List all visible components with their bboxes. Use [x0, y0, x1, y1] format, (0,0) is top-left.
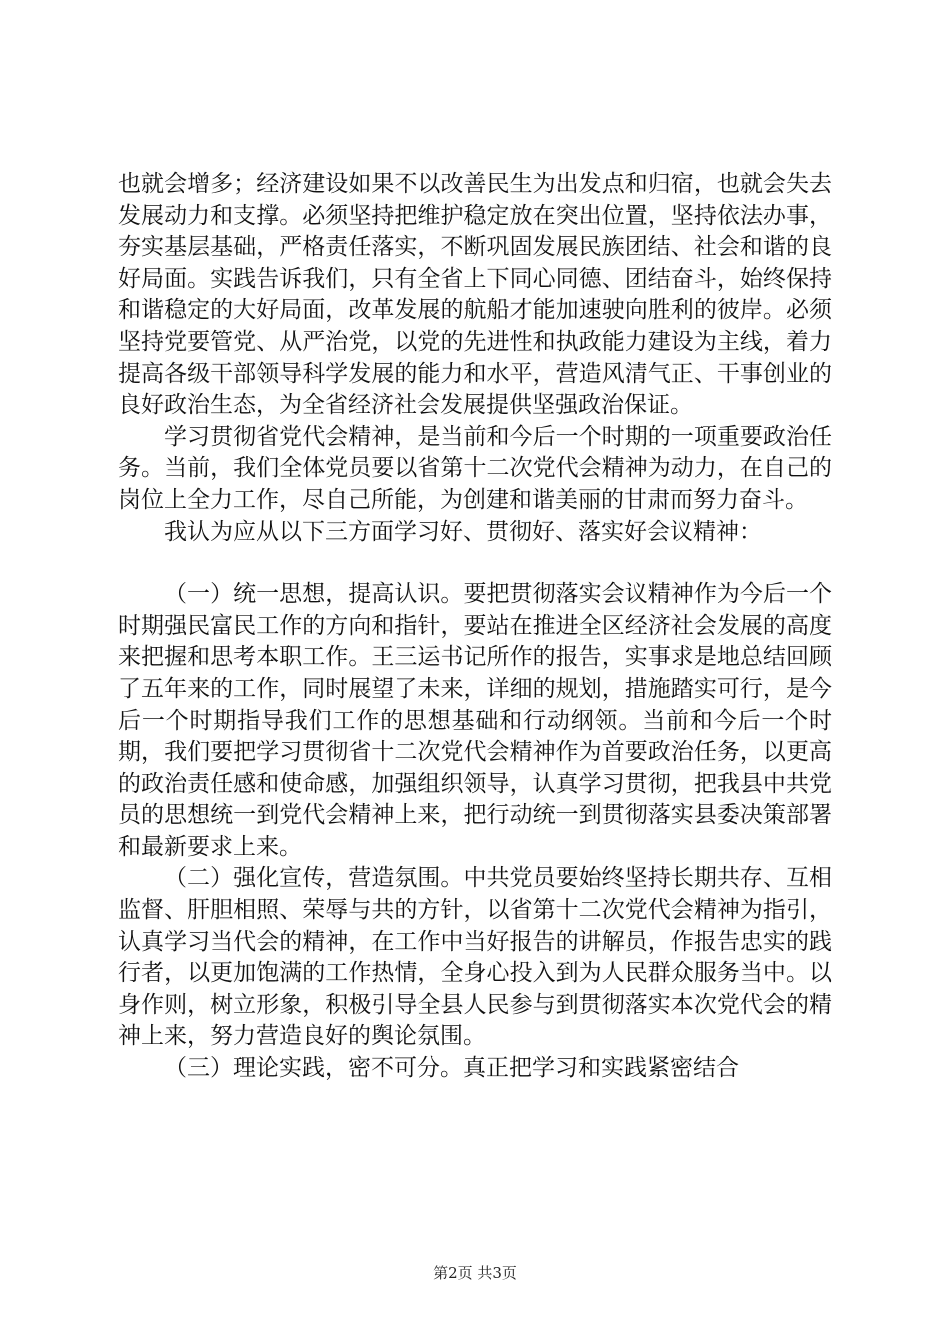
- paragraph-three-aspects-intro: 我认为应从以下三方面学习好、贯彻好、落实好会议精神：: [164, 518, 762, 545]
- paragraph-point-three: （三）理论实践，密不可分。真正把学习和实践紧密结合: [164, 1055, 739, 1082]
- page-number-footer: 第2页 共3页: [433, 1264, 517, 1282]
- paragraph-study-spirit: 学习贯彻省党代会精神，是当前和今后一个时期的一项重要政治任务。当前，我们全体党员要以省第十二次党代会精神为动力，在自己的岗位上全力工作，尽自己所能，为创建和谐美丽的甘肃而努力奋斗。: [118, 423, 832, 513]
- document-body: [118, 169, 832, 1085]
- paragraph-point-two: （二）强化宣传，营造氛围。中共党员要始终坚持长期共存、互相监督、肝胆相照、荣辱与共的方针，以省第十二次党代会精神为指引，认真学习当代会的精神，在工作中当好报告的讲解员，作报告忠实的践行者，以更加饱满的工作热情，全身心投入到为人民群众服务当中。以身作则，树立形象，积极引导全县人民参与到贯彻落实本次党代会的精神上来，努力营造良好的舆论氛围。: [118, 865, 832, 1050]
- paragraph-point-one: （一）统一思想，提高认识。要把贯彻落实会议精神作为今后一个时期强民富民工作的方向和指针，要站在推进全区经济社会发展的高度来把握和思考本职工作。王三运书记所作的报告，实事求是地总结回顾了五年来的工作，同时展望了未来，详细的规划，措施踏实可行，是今后一个时期指导我们工作的思想基础和行动纲领。当前和今后一个时期，我们要把学习贯彻省十二次党代会精神作为首要政治任务，以更高的政治责任感和使命感，加强组织领导，认真学习贯彻，把我县中共党员的思想统一到党代会精神上来，把行动统一到贯彻落实县委决策部署和最新要求上来。: [118, 581, 832, 860]
- paragraph-stability: 也就会增多；经济建设如果不以改善民生为出发点和归宿，也就会失去发展动力和支撑。必须坚持把维护稳定放在突出位置，坚持依法办事，夯实基层基础，严格责任落实，不断巩固发展民族团结、社会和谐的良好局面。实践告诉我们，只有全省上下同心同德、团结奋斗，始终保持和谐稳定的大好局面，改革发展的航船才能加速驶向胜利的彼岸。必须坚持党要管党、从严治党，以党的先进性和执政能力建设为主线，着力提高各级干部领导科学发展的能力和水平，营造风清气正、干事创业的良好政治生态，为全省经济社会发展提供坚强政治保证。: [118, 171, 832, 419]
